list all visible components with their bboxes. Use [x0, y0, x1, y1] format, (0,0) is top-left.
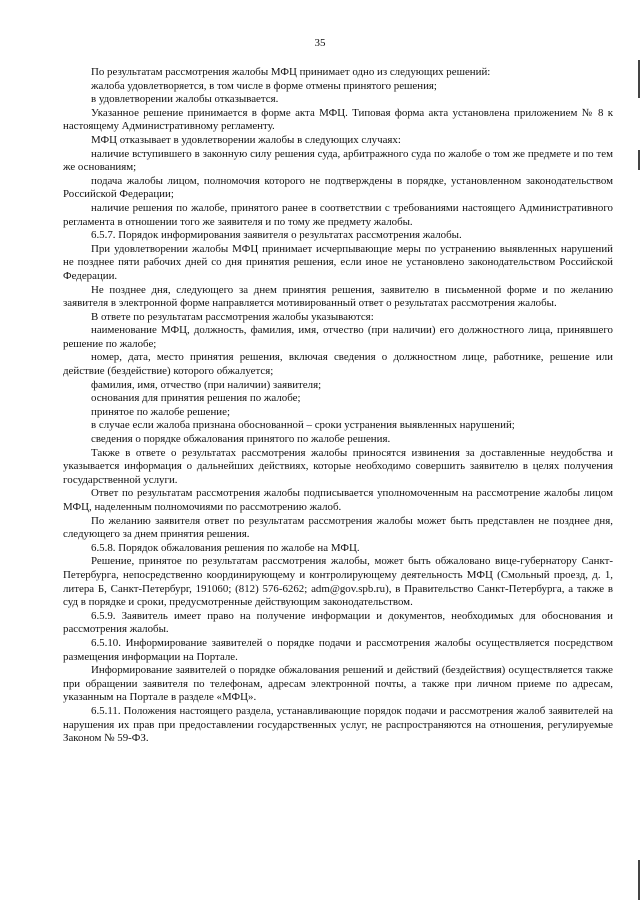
paragraph: Не позднее дня, следующего за днем принятия решения, заявителю в письменной форме и по желанию заявителя в электронной форме направляется мотивированный ответ о результатах рассмотрения жалобы. [63, 283, 613, 310]
paragraph: наличие вступившего в законную силу решения суда, арбитражного суда по жалобе о том же предмете и по тем же основаниям; [63, 147, 613, 174]
paragraph: По желанию заявителя ответ по результатам рассмотрения жалобы может быть представлен не позднее дня, следующего за днем принятия решения. [63, 514, 613, 541]
paragraph: Указанное решение принимается в форме акта МФЦ. Типовая форма акта установлена приложением № 8 к настоящему Административному регламенту. [63, 106, 613, 133]
paragraph: жалоба удовлетворяется, в том числе в форме отмены принятого решения; [91, 79, 437, 92]
paragraph: Решение, принятое по результатам рассмотрения жалобы, может быть обжаловано вице-губернатору Санкт-Петербурга, непосредственно координирующему и контролирующему деятельность МФЦ (Смольный проезд, д. 1, литера Б, Санкт-Петербург, 191060; (812) 576-6262; adm@gov.spb.ru), в Правительство Санкт-Петербурга, а также в суд в порядке и сроки, предусмотренные действующим законодательством. [63, 555, 613, 609]
paragraph: в удовлетворении жалобы отказывается. [91, 93, 279, 106]
paragraph: 6.5.10. Информирование заявителей о порядке подачи и рассмотрения жалобы осуществляется посредством размещения информации на Портале. [63, 636, 613, 663]
paragraph: основания для принятия решения по жалобе; [91, 392, 301, 405]
paragraph: наименование МФЦ, должность, фамилия, имя, отчество (при наличии) его должностного лица, принявшего решение по жалобе; [63, 324, 613, 350]
paragraph: наличие решения по жалобе, принятого ранее в соответствии с требованиями настоящего Административного регламента в отношении того же заявителя и по тому же предмету жалобы. [63, 201, 613, 228]
paragraph: 6.5.7. Порядок информирования заявителя о результатах рассмотрения жалобы. [91, 229, 462, 242]
paragraph: 6.5.11. Положения настоящего раздела, устанавливающие порядок подачи и рассмотрения жалоб заявителей на нарушения их прав при предоставлении государственных услуг, не распространяются на отношения, регулируемые Законом № 59-ФЗ. [63, 704, 613, 745]
paragraph: По результатам рассмотрения жалобы МФЦ принимает одно из следующих решений: [91, 66, 491, 78]
paragraph: подача жалобы лицом, полномочия которого не подтверждены в порядке, установленном законодательством Российской Федерации; [63, 174, 613, 201]
paragraph: 6.5.9. Заявитель имеет право на получение информации и документов, необходимых для обоснования и рассмотрения жалобы. [63, 609, 613, 636]
paragraph: сведения о порядке обжалования принятого по жалобе решения. [91, 433, 391, 446]
paragraph: При удовлетворении жалобы МФЦ принимает исчерпывающие меры по устранению выявленных нарушений не позднее пяти рабочих дней со дня принятия решения, если иное не установлено законодательством Российской Федерации. [63, 242, 613, 282]
page-number: 35 [314, 37, 326, 49]
paragraph: 6.5.8. Порядок обжалования решения по жалобе на МФЦ. [91, 541, 360, 554]
paragraph: Ответ по результатам рассмотрения жалобы подписывается уполномоченным на рассмотрение жалобы лицом МФЦ, наделенным полномочиями по рассмотрению жалоб. [63, 487, 613, 513]
paragraph: Информирование заявителей о порядке обжалования решений и действий (бездействия) осуществляется также при обращении заявителя по телефонам, адресам электронной почты, а также при личном приеме по адресам, указанным на Портале в разделе «МФЦ». [63, 664, 613, 704]
paragraph: принятое по жалобе решение; [91, 405, 230, 418]
paragraph: Также в ответе о результатах рассмотрения жалобы приносятся извинения за доставленные неудобства и указывается информация о дальнейших действиях, которые необходимо совершить заявителю в целях получения государственной услуги. [63, 446, 613, 486]
paragraph: номер, дата, место принятия решения, включая сведения о должностном лице, работнике, решение или действие (бездействие) которого обжалуется; [63, 351, 613, 378]
paragraph: В ответе по результатам рассмотрения жалобы указываются: [91, 310, 374, 323]
paragraph: МФЦ отказывает в удовлетворении жалобы в следующих случаях: [91, 133, 401, 146]
paragraph: в случае если жалоба признана обоснованной – сроки устранения выявленных нарушений; [91, 419, 515, 432]
document-body [63, 66, 613, 746]
paragraph: фамилия, имя, отчество (при наличии) заявителя; [91, 378, 322, 391]
